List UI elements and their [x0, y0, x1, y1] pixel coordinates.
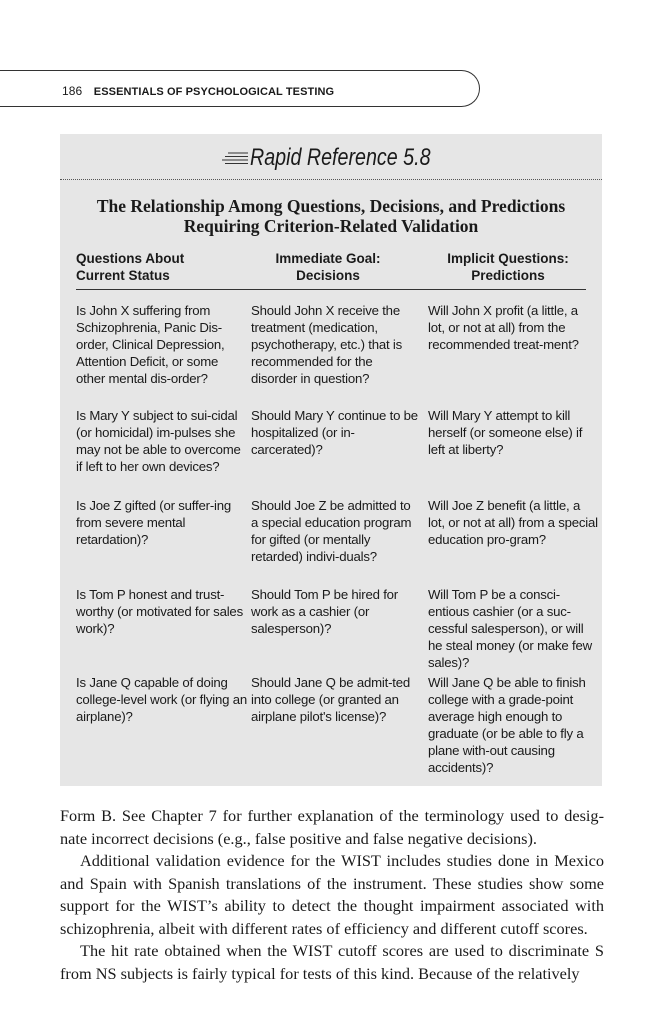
row-1-decision: Should John X receive the treatment (medication, psychotherapy, etc.) that is recommended for the disorder in question? — [251, 303, 403, 386]
header-rule — [76, 289, 586, 290]
running-title: ESSENTIALS OF PSYCHOLOGICAL TESTING — [93, 86, 335, 98]
page-number: 186 — [62, 84, 83, 98]
row-5-prediction: Will Jane Q be able to finish college with a grade-point average high enough to graduate (or be able to fly a plane with-out causing accidents)? — [428, 675, 586, 775]
row-2-decision: Should Mary Y continue to be hospitalized (or in-carcerated)? — [251, 408, 418, 457]
column-header-decisions: Immediate Goal: Decisions — [275, 251, 381, 283]
row-5-question: Is Jane Q capable of doing college-level work (or flying an airplane)? — [76, 675, 247, 724]
row-1-question: Is John X suffering from Schizophrenia, Panic Dis-order, Clinical Depression, Attention Deficit, or some other mental dis-order? — [76, 303, 225, 386]
running-header — [62, 84, 334, 98]
row-5-decision: Should Jane Q be admit-ted into college (or granted an airplane pilot's license)? — [251, 675, 411, 724]
rapid-reference-title-row — [60, 144, 602, 182]
rapid-reference-box — [60, 134, 602, 786]
document-lines-icon — [222, 151, 248, 165]
row-4-question: Is Tom P honest and trust-worthy (or motivated for sales work)? — [76, 587, 243, 636]
row-4-prediction: Will Tom P be a consci-entious cashier (or a suc-cessful salesperson), or will he steal money (or make few sales)? — [428, 587, 592, 670]
body-paragraph-3: The hit rate obtained when the WIST cutoff scores are used to discriminate S from NS subjects is fairly typical for tests of this kind. Because of the relatively — [60, 941, 604, 983]
column-header-predictions: Implicit Questions: Predictions — [447, 251, 569, 283]
table-heading: The Relationship Among Questions, Decisions, and Predictions Requiring Criterion-Related Validation — [96, 196, 566, 236]
dotted-divider — [60, 179, 602, 180]
row-2-question: Is Mary Y subject to sui-cidal (or homicidal) im-pulses she may not be able to overcome if left to her own devices? — [76, 408, 241, 474]
row-4-decision: Should Tom P be hired for work as a cashier (or salesperson)? — [251, 587, 398, 636]
row-3-decision: Should Joe Z be admitted to a special education program for gifted (or mentally retarded) indivi-duals? — [251, 498, 412, 564]
row-1-prediction: Will John X profit (a little, a lot, or not at all) from the recommended treat-ment? — [428, 303, 579, 352]
rapid-reference-title: Rapid Reference 5.8 — [249, 144, 431, 171]
body-paragraph-1: Form B. See Chapter 7 for further explanation of the terminology used to desig-nate incorrect decisions (e.g., false positive and false negative decisions). — [60, 806, 604, 848]
row-3-question: Is Joe Z gifted (or suffer-ing from severe mental retardation)? — [76, 498, 232, 547]
column-header-questions: Questions About Current Status — [76, 251, 185, 283]
body-paragraph-2: Additional validation evidence for the WIST includes studies done in Mexico and Spain with Spanish translations of the instrument. These studies show some support for the WIST’s ability to detect the thought impairment associated with schizophrenia, albeit with different rates of efficiency and different cutoff scores. — [60, 851, 604, 938]
row-3-prediction: Will Joe Z benefit (a little, a lot, or not at all) from a special education pro-gram? — [428, 498, 598, 547]
row-2-prediction: Will Mary Y attempt to kill herself (or someone else) if left at liberty? — [428, 408, 583, 457]
